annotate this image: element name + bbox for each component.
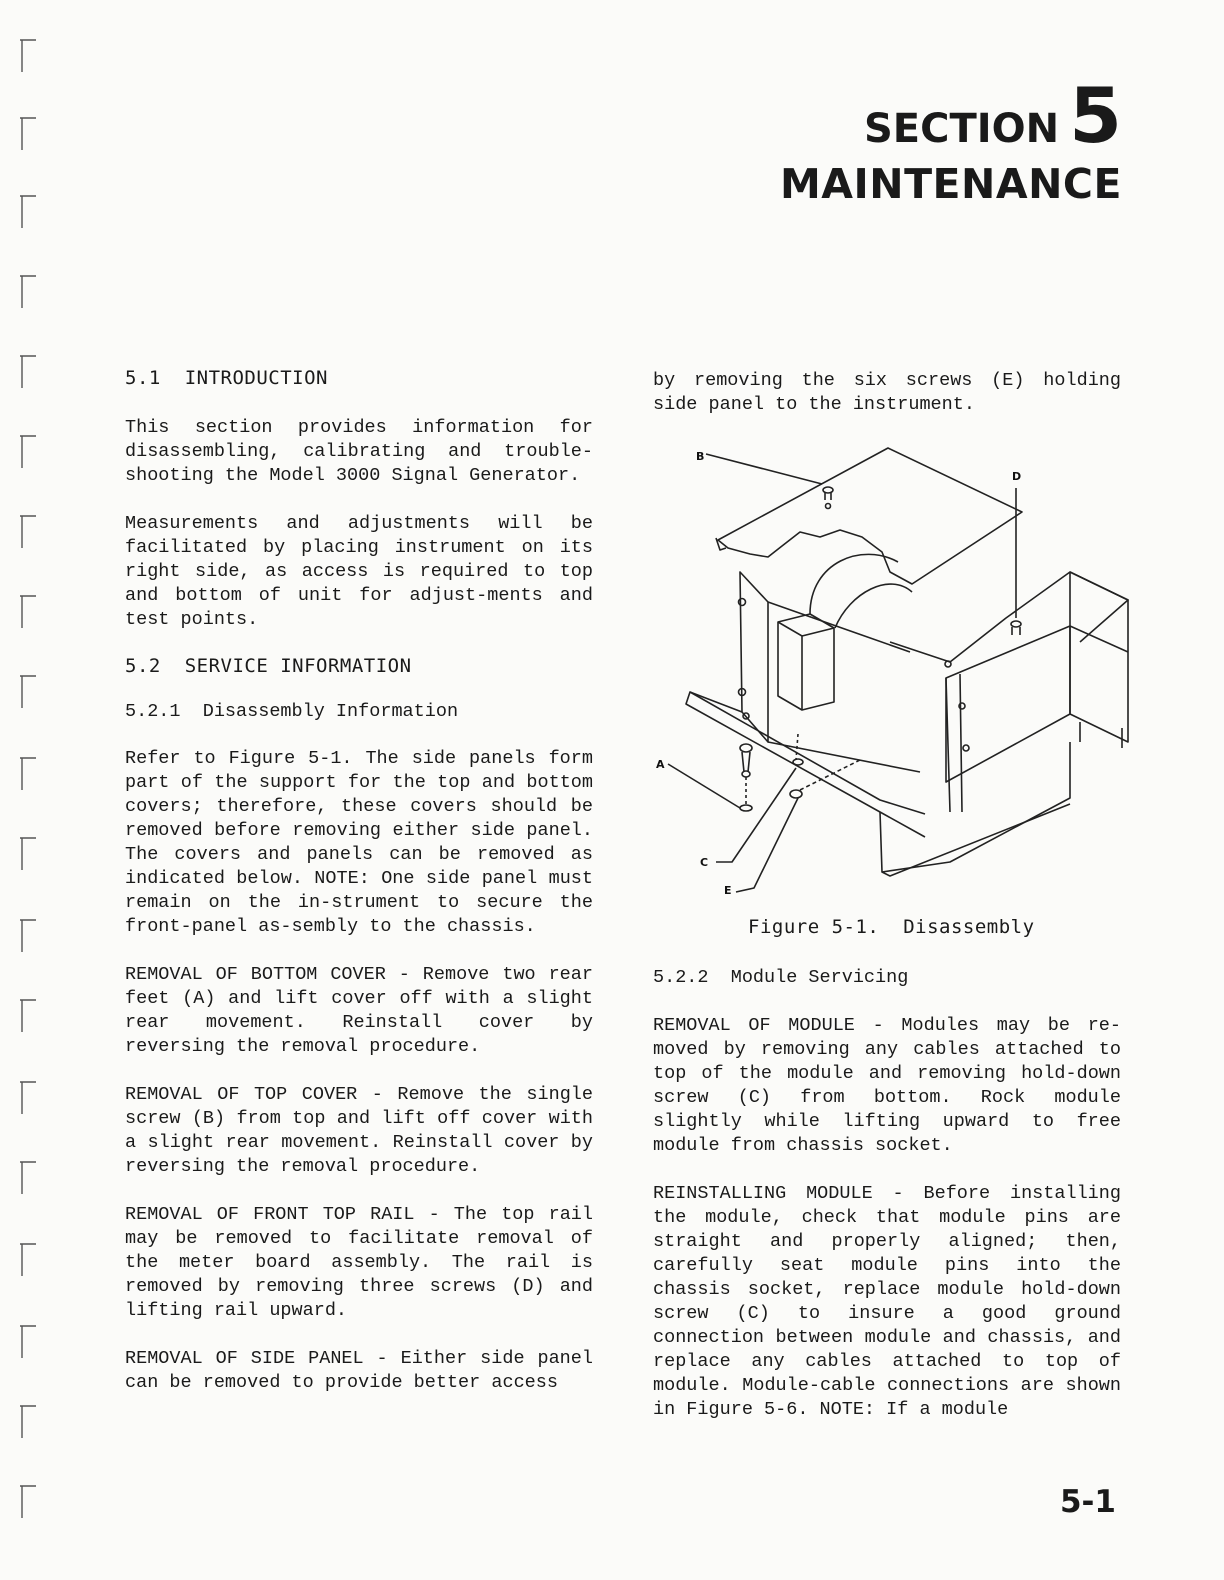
label-a: A [656, 758, 665, 771]
intro-paragraph-1: This section provides information for disassembling, calibrating and trouble-shooting the Model 3000 Signal Generator. [125, 417, 593, 486]
disassembly-paragraph: Refer to Figure 5-1. The side panels form part of the support for the top and bottom covers; therefore, these covers should be removed before removing either side panel. The covers and panels can be removed as indicated below. NOTE: One side panel must remain on the in-strument to secure the front-panel as-sembly to the chassis. [125, 748, 593, 937]
module-removal-paragraph: REMOVAL OF MODULE - Modules may be re-moved by removing any cables attached to top of the module and removing hold-down screw (C) from bottom. Rock module slightly while lifting upward to free module from chassis socket. [653, 1015, 1121, 1156]
intro-paragraph-2: Measurements and adjustments will be facilitated by placing instrument on its right side, as access is required to top and bottom of unit for adjust-ments and test points. [125, 513, 593, 630]
screw-d-drawing [1011, 621, 1021, 635]
subheading-module-servicing: 5.2.2 Module Servicing [653, 967, 909, 988]
side-panel-paragraph-continued: by removing the six screws (E) holding side panel to the instrument. [653, 370, 1121, 415]
disassembly-figure [650, 442, 1130, 912]
heading-introduction: 5.1 INTRODUCTION [125, 367, 328, 389]
foot-a-drawing [740, 744, 752, 777]
page-number: 5-1 [1059, 1484, 1116, 1520]
screw-b-drawing [823, 487, 833, 509]
right-column-top [653, 369, 1121, 417]
right-column-bottom [653, 966, 1121, 1422]
section-header [779, 71, 1122, 208]
left-column [125, 366, 593, 1395]
section-number: 5 [1069, 71, 1122, 160]
subheading-disassembly: 5.2.1 Disassembly Information [125, 701, 459, 722]
module-box [778, 614, 834, 710]
figure-caption: Figure 5-1. Disassembly [748, 916, 1035, 938]
bottom-cover-paragraph: REMOVAL OF BOTTOM COVER - Remove two rear feet (A) and lift cover off with a slight rear movement. Reinstall cover by reversing the removal procedure. [125, 964, 593, 1057]
top-cover-paragraph: REMOVAL OF TOP COVER - Remove the single screw (B) from top and lift off cover with a slight rear movement. Reinstall cover by reversing the removal procedure. [125, 1084, 593, 1177]
front-rail-paragraph: REMOVAL OF FRONT TOP RAIL - The top rail may be removed to facilitate removal of the meter board assembly. The rail is removed by removing three screws (D) and lifting rail upward. [125, 1204, 593, 1321]
section-label: SECTION [863, 106, 1060, 152]
section-title: MAINTENANCE [779, 160, 1122, 208]
heading-service-information: 5.2 SERVICE INFORMATION [125, 655, 412, 677]
module-reinstall-paragraph: REINSTALLING MODULE - Before installing the module, check that module pins are straight and properly aligned; then, carefully seat module pins into the chassis socket, replace module hold-down screw (C) to insure a good ground connection between module and chassis, and replace any cables attached to top of module. Module-cable connections are shown in Figure 5-6. NOTE: If a module [653, 1183, 1121, 1420]
binding-marks [0, 0, 60, 1580]
label-c: C [700, 856, 709, 869]
side-panel-paragraph: REMOVAL OF SIDE PANEL - Either side panel can be removed to provide better access [125, 1348, 593, 1393]
label-d: D [1012, 470, 1022, 483]
label-b: B [696, 450, 705, 463]
label-e: E [724, 884, 732, 897]
